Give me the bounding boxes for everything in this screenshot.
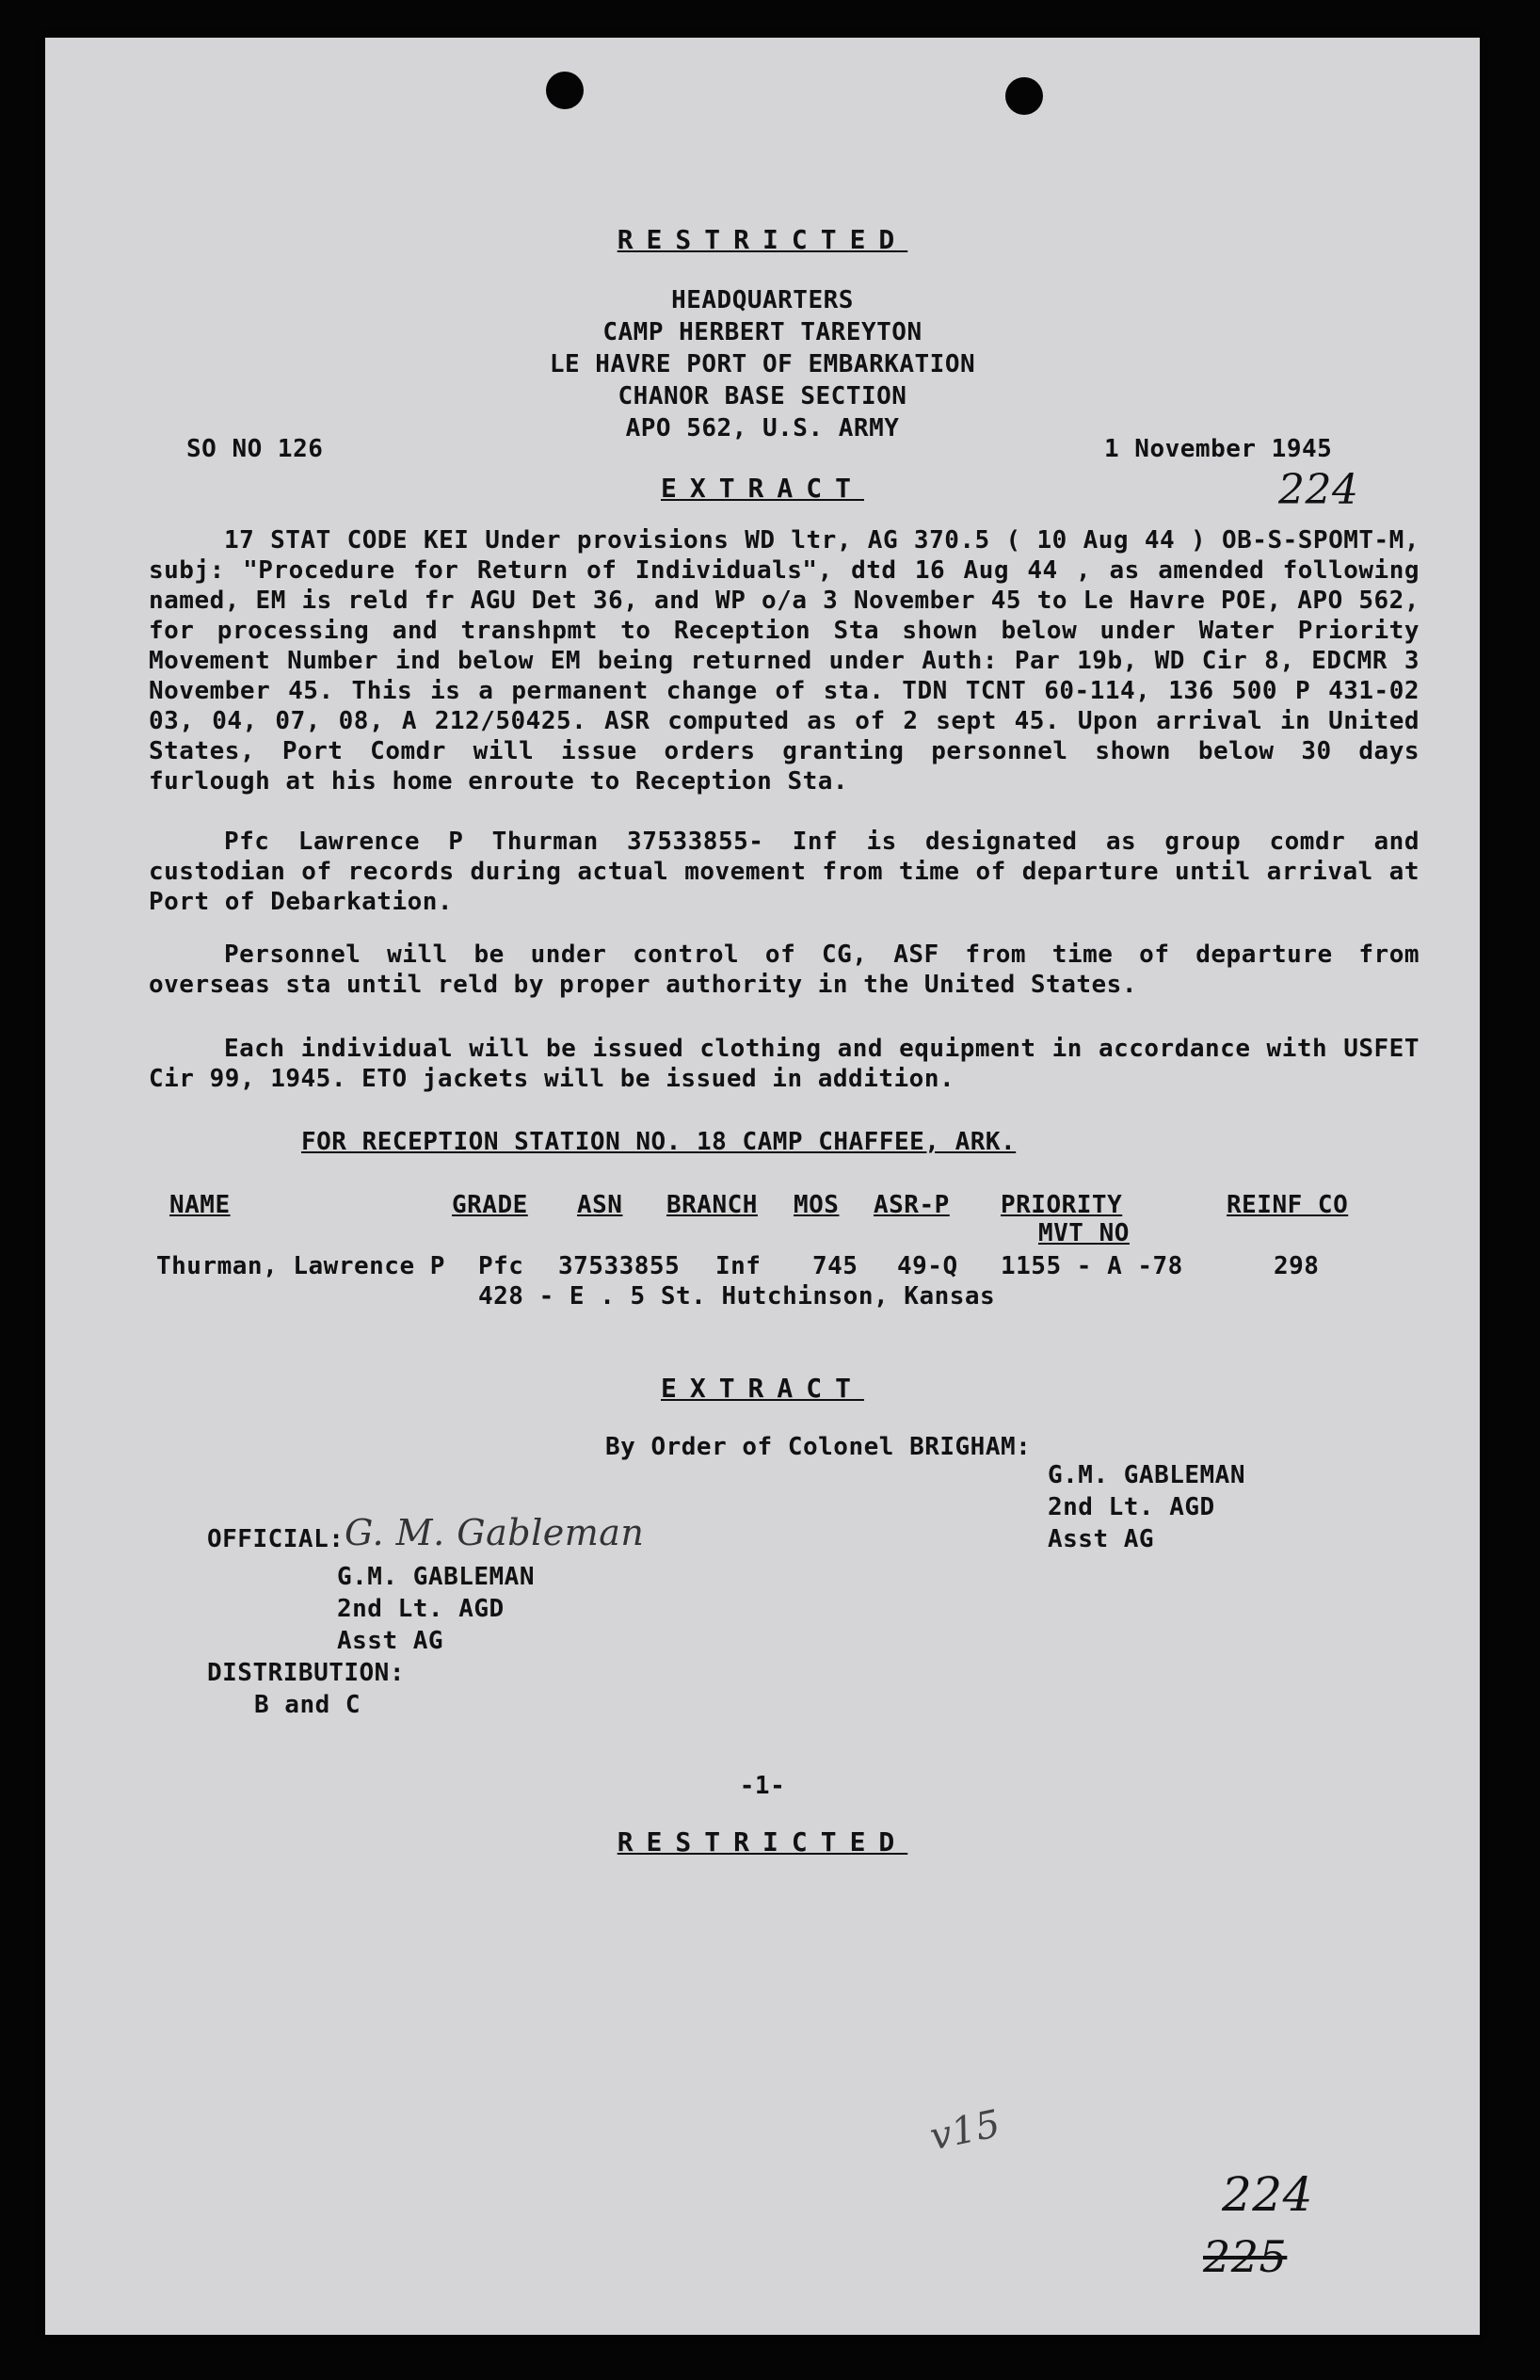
column-reinforcement-company: REINF CO (1227, 1191, 1349, 1219)
unit-line: HEADQUARTERS (671, 286, 854, 314)
extract-label-top: EXTRACT (660, 473, 864, 504)
signature-block-right (1048, 1459, 1245, 1555)
column-branch: BRANCH (666, 1191, 758, 1219)
column-name: NAME (169, 1191, 231, 1219)
handwritten-signature: G. M. Gableman (345, 1512, 645, 1553)
unit-line: CAMP HERBERT TAREYTON (602, 318, 922, 346)
unit-line: LE HAVRE PORT OF EMBARKATION (549, 350, 976, 378)
handwritten-page-number-new: 224 (1222, 2167, 1313, 2222)
reception-station-heading: FOR RECEPTION STATION NO. 18 CAMP CHAFFEE, ARK. (301, 1128, 1017, 1156)
handwritten-page-number-top: 224 (1278, 466, 1359, 514)
signer-rank: 2nd Lt. AGD (337, 1595, 505, 1623)
row-name: Thurman, Lawrence P (156, 1252, 445, 1280)
signature-block-left (337, 1561, 535, 1657)
row-priority: 1155 - A -78 (1001, 1252, 1183, 1280)
distribution-value: B and C (254, 1691, 361, 1719)
signer-title: Asst AG (337, 1627, 444, 1655)
handwritten-page-number-old: 225 (1203, 2231, 1288, 2282)
row-mos: 745 (812, 1252, 858, 1280)
signer-rank: 2nd Lt. AGD (1048, 1493, 1215, 1521)
column-priority: PRIORITY (1001, 1191, 1123, 1219)
paragraph-group-commander: Pfc Lawrence P Thurman 37533855- Inf is designated as group comdr and custodian of records during actual movement from time of departure until arrival at Port of Debarkation. (149, 828, 1420, 916)
order-date: 1 November 1945 (1104, 435, 1333, 463)
signer-name: G.M. GABLEMAN (1048, 1461, 1245, 1489)
document-page (45, 38, 1480, 2335)
column-mos: MOS (794, 1191, 840, 1219)
punch-hole-right (1005, 77, 1043, 115)
paragraph-provisions: 17 STAT CODE KEI Under provisions WD ltr, AG 370.5 ( 10 Aug 44 ) OB-S-SPOMT-M, subj: "Procedure for Return of Individuals", dtd 16 Aug 44 , as amended following named, EM is reld fr AGU Det 36, and WP o/a 3 November 45 to Le Havre POE, APO 562, for processing and transhpmt to Reception Sta shown below under Water Priority Movement Number ind below EM being returned under Auth: Par 19b, WD Cir 8, EDCMR 3 November 45. This is a permanent change of sta. TDN TCNT 60-114, 136 500 P 431-02 03, 04, 07, 08, A 212/50425. ASR computed as of 2 sept 45. Upon arrival in United States, Port Comdr will issue orders granting personnel shown below 30 days furlough at his home enroute to Reception Sta. (149, 526, 1420, 796)
punch-hole-left (546, 72, 584, 109)
by-order-line: By Order of Colonel BRIGHAM: (605, 1433, 1032, 1461)
column-grade: GRADE (452, 1191, 528, 1219)
distribution-label: DISTRIBUTION: (207, 1659, 405, 1687)
signer-name: G.M. GABLEMAN (337, 1563, 535, 1591)
unit-line: APO 562, U.S. ARMY (625, 414, 900, 442)
row-address: 428 - E . 5 St. Hutchinson, Kansas (478, 1282, 996, 1311)
handwritten-margin-mark: v15 (926, 2101, 1004, 2160)
row-asn: 37533855 (558, 1252, 681, 1280)
column-asr: ASR-P (874, 1191, 950, 1219)
paragraph-control: Personnel will be under control of CG, ASF from time of departure from overseas sta until reld by proper authority in the United States. (149, 941, 1420, 999)
page-marker: -1- (739, 1772, 786, 1800)
official-label: OFFICIAL: (207, 1525, 345, 1553)
column-asn: ASN (577, 1191, 623, 1219)
extract-label-bottom: EXTRACT (660, 1373, 864, 1404)
unit-heading (45, 284, 1480, 444)
paragraph-clothing: Each individual will be issued clothing and equipment in accordance with USFET Cir 99, 1945. ETO jackets will be issued in addition. (149, 1035, 1420, 1093)
classification-top: RESTRICTED (617, 224, 908, 255)
signer-title: Asst AG (1048, 1525, 1155, 1553)
order-number: SO NO 126 (186, 435, 324, 463)
row-reinforcement-company: 298 (1274, 1252, 1320, 1280)
row-grade: Pfc (478, 1252, 524, 1280)
row-asr: 49-Q (897, 1252, 958, 1280)
unit-line: CHANOR BASE SECTION (618, 382, 907, 410)
classification-bottom: RESTRICTED (617, 1826, 908, 1857)
row-branch: Inf (715, 1252, 762, 1280)
column-movement-number: MVT NO (1038, 1219, 1130, 1247)
